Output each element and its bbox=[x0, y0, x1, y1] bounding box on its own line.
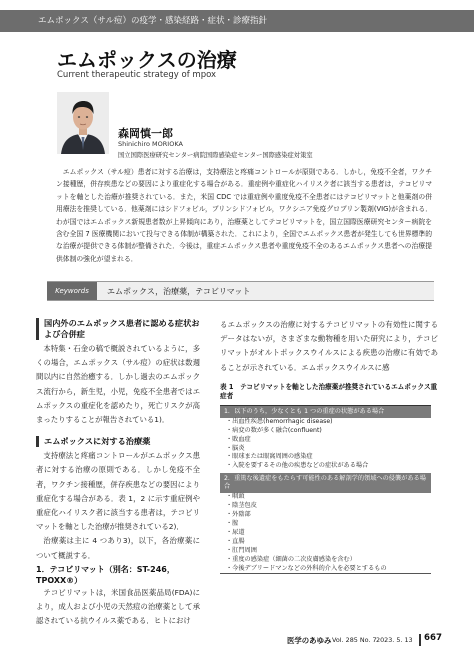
section-body-treatment bbox=[36, 449, 200, 563]
table-item: ・眼球または眼窩周囲の感染症 bbox=[226, 453, 313, 461]
table-item: ・入院を要するその他の疾患などの症状がある場合 bbox=[226, 462, 369, 470]
table-item: ・肛門周囲 bbox=[226, 546, 257, 554]
left-column bbox=[36, 318, 200, 628]
table-item: ・外陰部 bbox=[226, 511, 251, 519]
journal-name: 医学のあゆみ bbox=[287, 636, 332, 645]
abstract-text: エムポックス（サル痘）患者に対する治療は，支持療法と疼痛コントロールが原則である．しかし，免疫不全者，ワクチン接種歴，併存疾患などの要因により重症化する場合がある．重症例や重症化ハイリスク者に該当する患者は，テコビリマットを軸とした治療が推奨されている．また，米国 CDC では重症例や重度免疫不全患者にはテコビリマットと他薬剤の併用療法を推奨している．他薬剤にはシドフォビル，ブリンシドフォビル，ワクシニア免疫グロブリン製剤(VIG)が含まれる．わが国ではエムポックス新規患者数が上昇傾向にあり，治療薬としてテコビリマットを，国立国際医療研究センター病院を含む全国 7 医療機関において投与できる体制が構築された．これにより，全国でエムポックス患者が発生しても世界標準的な治療が提供できる体制が整備された．今後は，重症エムポックス患者や重度免疫不全のあるエムポックス患者への治療提供体制の強化が望まれる． bbox=[56, 168, 432, 263]
table-item: ・出血性疾患(hemorrhagic disease) bbox=[226, 417, 333, 425]
paragraph: 本特集・石金の稿で概説されているように，多くの場合，エムポックス（サル痘）の症状は数週間以内に自然治癒する．しかし過去のエムポックス流行から，新生児，小児，免疫不全患者ではエムポックスの重症化を認めたり，死亡リスクが高まったりすることが報告されている1)． bbox=[36, 344, 200, 425]
author-name: 森岡慎一郎 bbox=[118, 127, 173, 140]
table-item: ・直腸 bbox=[226, 537, 245, 545]
table-item: ・尿道 bbox=[226, 528, 245, 536]
author-name-roman: Shinichiro MORIOKA bbox=[118, 140, 183, 148]
author-photo bbox=[57, 92, 109, 154]
series-title: エムポックス（サル痘）の疫学・感染経路・症状・診療指針 bbox=[38, 16, 267, 26]
paragraph: テコビリマットは，米国食品医薬品局(FDA)により，成人および小児の天然痘の治療薬として承認されている抗ウイルス薬である．ヒトにおけ bbox=[36, 587, 200, 626]
article-title: エムポックスの治療 bbox=[57, 48, 237, 72]
subsection-heading-tecovirimat: 1．テコビリマット（別名：ST-246，TPOXX®） bbox=[36, 564, 175, 585]
series-header-bar bbox=[0, 10, 474, 32]
table-item: ・脳炎 bbox=[226, 444, 245, 452]
author-affiliation: 国立国際医療研究センター病院国際感染症センター国際感染症対策室 bbox=[118, 152, 313, 159]
table-caption: 表 1 テコビリマットを軸とした治療薬が推奨されているエムポックス重症者 bbox=[220, 382, 438, 400]
page-footer bbox=[0, 634, 474, 648]
journal-volume: Vol. 285 No. 7 bbox=[332, 636, 377, 644]
table-item: ・重度の感染症（細菌の二次皮膚感染を含む） bbox=[226, 555, 356, 563]
page-number: 667 bbox=[424, 633, 442, 643]
paragraph: るエムポックスの治療に対するテコビリマットの有効性に関するデータはないが，さまざまな動物種を用いた研究により，テコビリマットがオルトポックスウイルスによる疾患の治療に有効であることが示されている．エムポックスウイルスに感 bbox=[220, 320, 438, 372]
table-group-heading: 1．以下のうち，少なくとも 1 つの重症の状態がある場合 bbox=[220, 406, 431, 418]
table-item: ・陰茎包皮 bbox=[226, 502, 257, 510]
table-item: ・膣 bbox=[226, 519, 239, 527]
section-heading-symptoms: 国内外のエムポックス患者に認める症状および合併症 bbox=[36, 318, 200, 340]
keywords-label: Keywords bbox=[47, 282, 97, 300]
subsection-body-tecovirimat bbox=[36, 586, 200, 629]
issue-date: 2023. 5. 13 bbox=[376, 636, 413, 644]
keywords-bar bbox=[47, 281, 434, 301]
table-item: ・今後デブリードマンなどの外科的介入を必要とするもの bbox=[226, 564, 387, 572]
table-severe-cases bbox=[220, 405, 431, 575]
footer-divider bbox=[419, 634, 421, 646]
section-body-symptoms bbox=[36, 342, 200, 427]
author-portrait-image bbox=[57, 92, 109, 154]
section-heading-treatment: エムポックスに対する治療薬 bbox=[36, 436, 200, 447]
right-column bbox=[220, 318, 438, 574]
table-item: ・敗血症 bbox=[226, 435, 251, 443]
right-column-body bbox=[220, 318, 438, 375]
abstract bbox=[56, 166, 432, 265]
table-item: ・病変の数が多く融合(confluent) bbox=[226, 426, 322, 434]
table-group-heading: 2．重篤な後遺症をもたらす可能性のある解剖学的領域への侵襲がある場合 bbox=[220, 473, 431, 493]
keywords-text: エムポックス，治療薬，テコビリマット bbox=[107, 287, 251, 296]
article-subtitle-en: Current therapeutic strategy of mpox bbox=[57, 70, 217, 80]
paragraph: 治療薬は主に 4 つあり3)，以下，各治療薬について概説する． bbox=[36, 536, 200, 560]
table-item: ・咽頭 bbox=[226, 493, 245, 501]
paragraph: 支持療法と疼痛コントロールがエムポックス患者に対する治療の原則である．しかし免疫不全者，ワクチン接種歴，併存疾患などの要因により重症化する場合がある．表 1，2 に示す重症例や重症化ハイリスク者に該当する患者は，テコビリマットを軸とした治療が推奨されている2)． bbox=[36, 451, 200, 532]
